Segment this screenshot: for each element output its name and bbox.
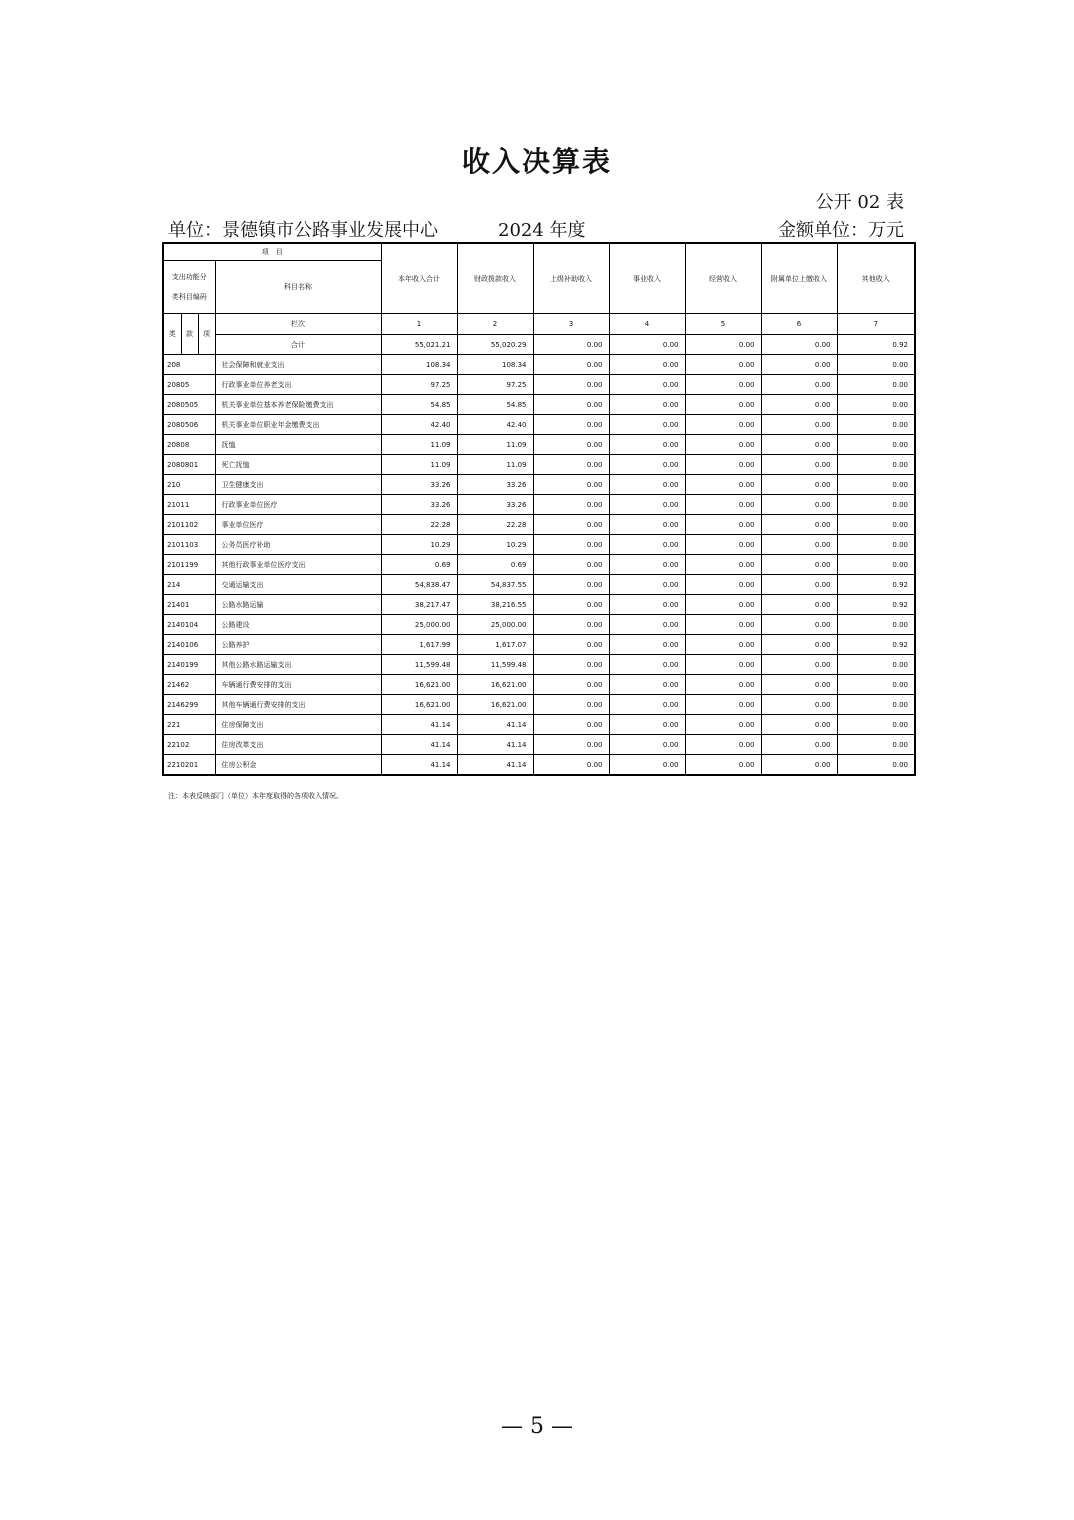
total-value: 0.00 <box>761 335 837 355</box>
row-value: 0.00 <box>533 695 609 715</box>
row-value: 0.00 <box>609 615 685 635</box>
row-subject-name: 抚恤 <box>215 435 381 455</box>
table-row <box>163 415 915 435</box>
row-value: 0.00 <box>837 715 915 735</box>
row-value: 0.00 <box>837 355 915 375</box>
table-row <box>163 595 915 615</box>
function-code-header-top: 支出功能分 <box>171 273 207 281</box>
row-value: 1,617.07 <box>457 635 533 655</box>
row-value: 0.00 <box>761 635 837 655</box>
row-value: 0.00 <box>609 535 685 555</box>
row-value: 0.00 <box>685 595 761 615</box>
row-code: 214 <box>163 575 215 595</box>
row-value: 0.00 <box>761 595 837 615</box>
row-value: 0.00 <box>761 575 837 595</box>
row-value: 41.14 <box>381 755 457 776</box>
row-value: 0.00 <box>761 655 837 675</box>
row-value: 0.00 <box>837 735 915 755</box>
row-value: 0.00 <box>533 395 609 415</box>
table-row <box>163 435 915 455</box>
row-value: 0.00 <box>685 435 761 455</box>
total-row <box>163 335 915 355</box>
kuan-header: 款 <box>181 314 198 355</box>
row-value: 0.00 <box>533 715 609 735</box>
row-value: 0.00 <box>609 375 685 395</box>
row-value: 0.00 <box>609 695 685 715</box>
table-row <box>163 715 915 735</box>
row-value: 0.00 <box>761 715 837 735</box>
row-value: 38,216.55 <box>457 595 533 615</box>
row-value: 0.00 <box>609 435 685 455</box>
row-value: 0.00 <box>685 615 761 635</box>
row-value: 0.00 <box>837 475 915 495</box>
row-code: 2146299 <box>163 695 215 715</box>
row-value: 0.00 <box>609 635 685 655</box>
row-value: 0.00 <box>533 455 609 475</box>
row-value: 0.00 <box>761 515 837 535</box>
row-value: 0.00 <box>837 395 915 415</box>
table-row <box>163 535 915 555</box>
row-value: 0.00 <box>761 555 837 575</box>
row-subject-name: 死亡抚恤 <box>215 455 381 475</box>
column-number: 4 <box>609 314 685 335</box>
row-value: 10.29 <box>381 535 457 555</box>
row-value: 54,838.47 <box>381 575 457 595</box>
row-value: 0.00 <box>761 435 837 455</box>
table-row <box>163 355 915 375</box>
row-value: 0.00 <box>761 495 837 515</box>
row-code: 2210201 <box>163 755 215 776</box>
row-value: 16,621.00 <box>381 675 457 695</box>
row-value: 11,599.48 <box>381 655 457 675</box>
column-number: 3 <box>533 314 609 335</box>
row-value: 0.00 <box>533 555 609 575</box>
row-value: 0.00 <box>533 355 609 375</box>
row-code: 2140199 <box>163 655 215 675</box>
row-value: 0.00 <box>837 655 915 675</box>
row-value: 41.14 <box>381 735 457 755</box>
total-value: 0.00 <box>533 335 609 355</box>
row-value: 0.00 <box>837 515 915 535</box>
row-code: 2140104 <box>163 615 215 635</box>
row-code: 21011 <box>163 495 215 515</box>
row-value: 0.00 <box>685 755 761 776</box>
row-value: 0.00 <box>533 635 609 655</box>
row-code: 2140106 <box>163 635 215 655</box>
row-value: 0.00 <box>609 575 685 595</box>
table-row <box>163 755 915 776</box>
row-value: 33.26 <box>381 495 457 515</box>
row-value: 16,621.00 <box>381 695 457 715</box>
total-value: 55,020.29 <box>457 335 533 355</box>
row-value: 0.00 <box>761 415 837 435</box>
lanci-label: 栏次 <box>215 314 381 335</box>
row-value: 0.00 <box>761 475 837 495</box>
row-value: 0.00 <box>837 535 915 555</box>
column-number: 2 <box>457 314 533 335</box>
row-value: 0.00 <box>533 535 609 555</box>
row-code: 221 <box>163 715 215 735</box>
row-value: 0.00 <box>533 675 609 695</box>
unit-label: 单位：景德镇市公路事业发展中心 <box>168 220 438 241</box>
row-value: 0.00 <box>609 395 685 415</box>
row-code: 2101102 <box>163 515 215 535</box>
row-code: 21401 <box>163 595 215 615</box>
row-value: 0.00 <box>837 675 915 695</box>
row-value: 0.00 <box>837 755 915 776</box>
table-row <box>163 615 915 635</box>
row-value: 0.00 <box>533 435 609 455</box>
row-value: 0.00 <box>609 715 685 735</box>
row-subject-name: 社会保障和就业支出 <box>215 355 381 375</box>
row-value: 0.00 <box>685 635 761 655</box>
table-row <box>163 635 915 655</box>
row-value: 0.00 <box>761 355 837 375</box>
amount-unit-label: 金额单位：万元 <box>778 220 904 241</box>
column-header: 经营收入 <box>685 243 761 314</box>
row-code: 22102 <box>163 735 215 755</box>
row-value: 41.14 <box>457 755 533 776</box>
row-value: 41.14 <box>381 715 457 735</box>
column-header: 上级补助收入 <box>533 243 609 314</box>
column-number: 6 <box>761 314 837 335</box>
row-value: 0.00 <box>837 695 915 715</box>
row-value: 0.00 <box>685 675 761 695</box>
row-value: 16,621.00 <box>457 675 533 695</box>
row-code: 21462 <box>163 675 215 695</box>
row-subject-name: 公务员医疗补助 <box>215 535 381 555</box>
column-number: 7 <box>837 314 915 335</box>
year-label: 2024 年度 <box>498 220 586 241</box>
table-row <box>163 695 915 715</box>
column-header: 附属单位上缴收入 <box>761 243 837 314</box>
total-value: 0.00 <box>685 335 761 355</box>
row-subject-name: 机关事业单位基本养老保险缴费支出 <box>215 395 381 415</box>
row-value: 11,599.48 <box>457 655 533 675</box>
row-value: 42.40 <box>381 415 457 435</box>
column-number: 5 <box>685 314 761 335</box>
function-code-header <box>163 261 215 314</box>
row-value: 0.00 <box>761 675 837 695</box>
row-value: 0.00 <box>533 415 609 435</box>
row-subject-name: 其他车辆通行费安排的支出 <box>215 695 381 715</box>
row-value: 0.00 <box>533 735 609 755</box>
row-value: 54.85 <box>381 395 457 415</box>
row-code: 2101199 <box>163 555 215 575</box>
lei-header: 类 <box>163 314 181 355</box>
table-number: 公开 02 表 <box>815 192 904 213</box>
row-value: 0.00 <box>761 535 837 555</box>
row-value: 11.09 <box>457 435 533 455</box>
row-value: 97.25 <box>457 375 533 395</box>
table-row <box>163 495 915 515</box>
row-value: 0.00 <box>685 475 761 495</box>
row-value: 0.00 <box>761 735 837 755</box>
table-row <box>163 575 915 595</box>
column-header: 本年收入合计 <box>381 243 457 314</box>
row-value: 0.00 <box>685 415 761 435</box>
total-value: 55,021.21 <box>381 335 457 355</box>
row-subject-name: 车辆通行费安排的支出 <box>215 675 381 695</box>
row-value: 10.29 <box>457 535 533 555</box>
row-subject-name: 公路水路运输 <box>215 595 381 615</box>
row-value: 0.00 <box>609 755 685 776</box>
column-header: 财政拨款收入 <box>457 243 533 314</box>
row-value: 0.00 <box>685 495 761 515</box>
row-value: 1,617.99 <box>381 635 457 655</box>
row-value: 0.00 <box>685 655 761 675</box>
row-value: 11.09 <box>381 455 457 475</box>
row-value: 22.28 <box>457 515 533 535</box>
row-value: 16,621.00 <box>457 695 533 715</box>
row-value: 0.00 <box>685 715 761 735</box>
row-value: 0.00 <box>533 615 609 635</box>
row-value: 0.00 <box>609 595 685 615</box>
row-value: 0.00 <box>533 495 609 515</box>
row-value: 0.00 <box>609 455 685 475</box>
row-value: 108.34 <box>381 355 457 375</box>
row-value: 0.00 <box>609 655 685 675</box>
column-number: 1 <box>381 314 457 335</box>
row-subject-name: 行政事业单位养老支出 <box>215 375 381 395</box>
row-value: 38,217.47 <box>381 595 457 615</box>
row-code: 2080505 <box>163 395 215 415</box>
row-value: 0.69 <box>457 555 533 575</box>
row-subject-name: 卫生健康支出 <box>215 475 381 495</box>
row-value: 0.00 <box>837 555 915 575</box>
subject-name-header: 科目名称 <box>215 261 381 314</box>
row-value: 0.92 <box>837 575 915 595</box>
table-row <box>163 395 915 415</box>
page-number: — 5 — <box>501 1414 573 1439</box>
project-header: 项 目 <box>163 243 381 261</box>
table-row <box>163 475 915 495</box>
row-value: 42.40 <box>457 415 533 435</box>
row-value: 0.00 <box>837 375 915 395</box>
row-value: 0.00 <box>533 515 609 535</box>
row-code: 208 <box>163 355 215 375</box>
row-value: 0.92 <box>837 595 915 615</box>
function-code-header-bottom: 类科目编码 <box>171 293 207 301</box>
row-code: 20805 <box>163 375 215 395</box>
row-value: 0.00 <box>837 415 915 435</box>
row-value: 0.00 <box>685 395 761 415</box>
row-value: 0.00 <box>837 455 915 475</box>
row-value: 0.00 <box>533 375 609 395</box>
total-value: 0.00 <box>609 335 685 355</box>
row-value: 0.00 <box>837 495 915 515</box>
row-value: 0.00 <box>685 535 761 555</box>
row-subject-name: 事业单位医疗 <box>215 515 381 535</box>
row-value: 0.00 <box>533 655 609 675</box>
row-value: 0.00 <box>685 515 761 535</box>
row-value: 41.14 <box>457 715 533 735</box>
row-code: 2080506 <box>163 415 215 435</box>
xiang-header: 项 <box>198 314 215 355</box>
row-value: 0.00 <box>685 575 761 595</box>
row-code: 2101103 <box>163 535 215 555</box>
row-value: 0.00 <box>685 455 761 475</box>
row-value: 33.26 <box>457 495 533 515</box>
table-row <box>163 675 915 695</box>
row-subject-name: 其他行政事业单位医疗支出 <box>215 555 381 575</box>
row-value: 0.00 <box>685 355 761 375</box>
row-value: 0.00 <box>761 695 837 715</box>
row-value: 0.69 <box>381 555 457 575</box>
total-label: 合计 <box>215 335 381 355</box>
row-value: 0.00 <box>837 615 915 635</box>
table-note: 注：本表反映部门（单位）本年度取得的各项收入情况。 <box>168 792 343 800</box>
row-value: 0.00 <box>761 395 837 415</box>
row-value: 0.00 <box>685 555 761 575</box>
row-value: 22.28 <box>381 515 457 535</box>
table-row <box>163 735 915 755</box>
row-value: 0.00 <box>685 695 761 715</box>
row-value: 0.00 <box>761 615 837 635</box>
row-value: 0.00 <box>609 675 685 695</box>
table-row <box>163 515 915 535</box>
table-row <box>163 375 915 395</box>
row-value: 0.00 <box>533 755 609 776</box>
row-value: 0.00 <box>685 375 761 395</box>
row-value: 25,000.00 <box>457 615 533 635</box>
table-row <box>163 455 915 475</box>
row-subject-name: 交通运输支出 <box>215 575 381 595</box>
row-subject-name: 住房保障支出 <box>215 715 381 735</box>
row-value: 97.25 <box>381 375 457 395</box>
row-subject-name: 住房公积金 <box>215 755 381 776</box>
row-value: 33.26 <box>457 475 533 495</box>
row-value: 0.00 <box>685 735 761 755</box>
row-value: 11.09 <box>457 455 533 475</box>
row-value: 0.00 <box>609 555 685 575</box>
row-value: 0.00 <box>533 475 609 495</box>
row-code: 210 <box>163 475 215 495</box>
row-value: 11.09 <box>381 435 457 455</box>
page-title: 收入决算表 <box>461 145 612 178</box>
column-header: 其他收入 <box>837 243 915 314</box>
row-value: 0.00 <box>533 575 609 595</box>
row-value: 25,000.00 <box>381 615 457 635</box>
row-value: 0.00 <box>609 495 685 515</box>
row-subject-name: 公路建设 <box>215 615 381 635</box>
row-value: 54.85 <box>457 395 533 415</box>
row-value: 0.00 <box>761 455 837 475</box>
row-value: 0.00 <box>609 475 685 495</box>
row-subject-name: 公路养护 <box>215 635 381 655</box>
income-table <box>162 242 916 776</box>
row-value: 0.92 <box>837 635 915 655</box>
table-row <box>163 655 915 675</box>
row-value: 0.00 <box>609 415 685 435</box>
row-value: 0.00 <box>533 595 609 615</box>
row-subject-name: 机关事业单位职业年金缴费支出 <box>215 415 381 435</box>
row-value: 41.14 <box>457 735 533 755</box>
column-header: 事业收入 <box>609 243 685 314</box>
row-value: 0.00 <box>609 735 685 755</box>
row-code: 20808 <box>163 435 215 455</box>
row-value: 108.34 <box>457 355 533 375</box>
row-value: 0.00 <box>761 755 837 776</box>
row-subject-name: 行政事业单位医疗 <box>215 495 381 515</box>
row-value: 0.00 <box>609 355 685 375</box>
row-value: 0.00 <box>837 435 915 455</box>
table-row <box>163 555 915 575</box>
row-subject-name: 住房改革支出 <box>215 735 381 755</box>
row-subject-name: 其他公路水路运输支出 <box>215 655 381 675</box>
row-code: 2080801 <box>163 455 215 475</box>
row-value: 0.00 <box>761 375 837 395</box>
row-value: 0.00 <box>609 515 685 535</box>
total-value: 0.92 <box>837 335 915 355</box>
row-value: 33.26 <box>381 475 457 495</box>
row-value: 54,837.55 <box>457 575 533 595</box>
